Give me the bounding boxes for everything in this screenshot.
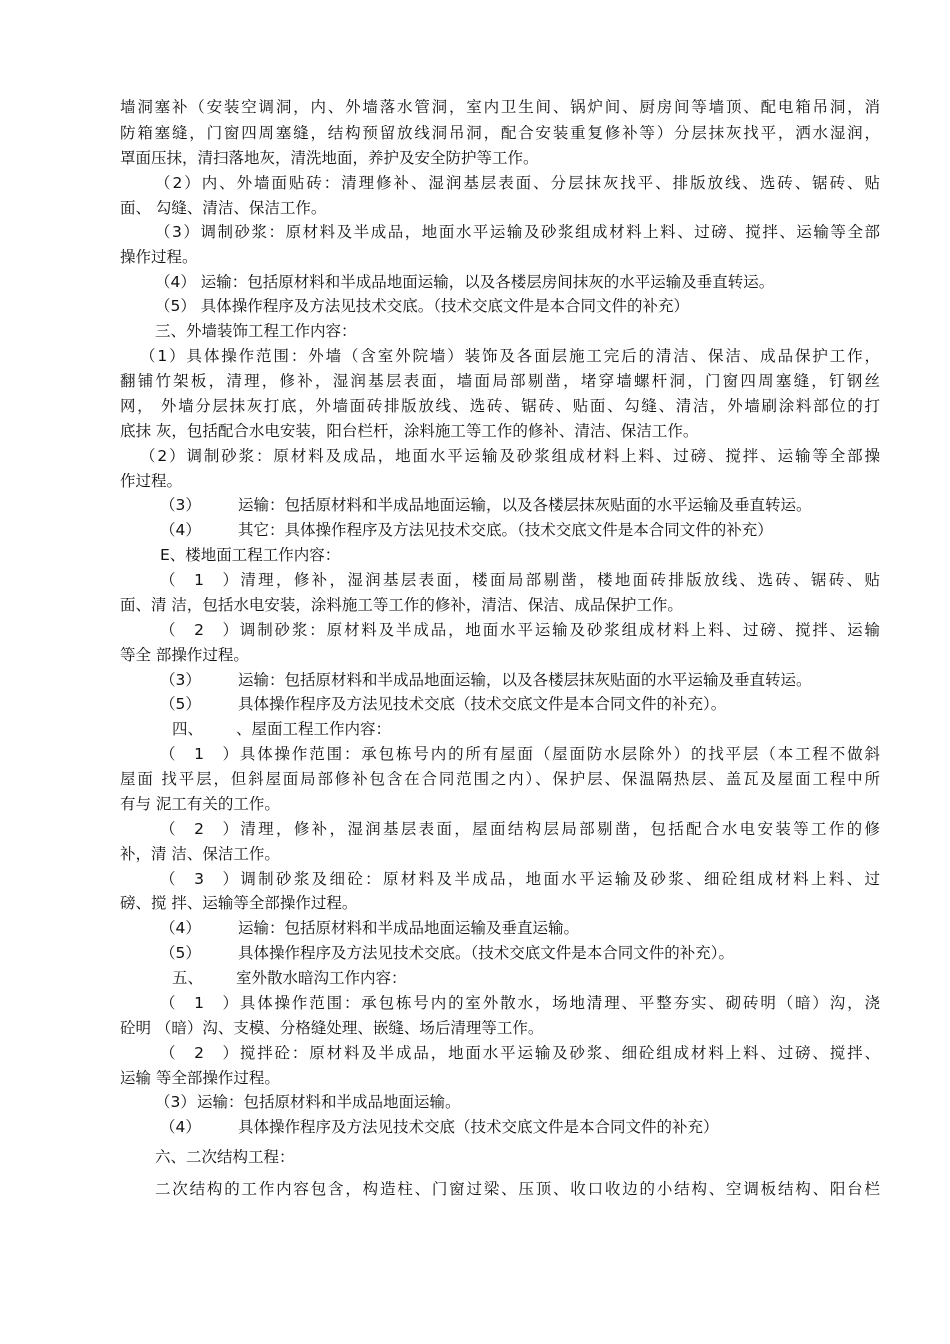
item-number: （3） [160,496,201,514]
paragraph-line: 面、 勾缝、清洁、保洁工作。 [120,199,327,217]
paragraph-line: 有与 泥工有关的工作。 [120,795,280,813]
section-heading: 四、 、屋面工程工作内容： [172,720,392,738]
paragraph-line: 补，清 洁、保洁工作。 [120,845,280,863]
list-item-line: （2）调制砂浆：原材料及半成品，地面水平运输及砂浆组成材料上料、过磅、搅拌、运输 [160,621,880,639]
item-number: （2） [160,820,238,838]
item-number: （3） [155,1093,196,1111]
item-number: （5） [160,944,201,962]
item-number: （1） [160,745,238,763]
item-number: （3） [160,671,201,689]
list-item-line: （1）具体操作范围：外墙（含室外院墙）装饰及各面层施工完后的清洁、保洁、成品保护工作， [140,347,880,365]
list-item-line: （3）调制砂浆及细砼：原材料及半成品，地面水平运输及砂浆、细砼组成材料上料、过 [160,870,880,888]
list-item-line: （4） 运输：包括原材料和半成品地面运输，以及各楼层房间抹灰的水平运输及垂直转运。 [155,273,775,291]
list-item-line: （3）调制砂浆：原材料及半成品，地面水平运输及砂浆组成材料上料、过磅、搅拌、运输等全部 [155,223,880,241]
paragraph-line: 作过程。 [120,472,183,490]
item-number: （2） [160,1044,238,1062]
list-item-line: （4） 具体操作程序及方法见技术交底（技术交底文件是本合同文件的补充） [160,1118,719,1136]
list-item-line: （2）调制砂浆：原材料及成品，地面水平运输及砂浆组成材料上料、过磅、搅拌、运输等全部操 [140,447,880,465]
section-heading: 六、二次结构工程： [155,1148,295,1166]
item-number: （4） [160,919,201,937]
paragraph-line: 墙洞塞补（安装空调洞，内、外墙落水管洞，室内卫生间、锅炉间、厨房间等墙顶、配电箱吊洞，消 [120,98,880,116]
list-item-line: （5） 具体操作程序及方法见技术交底（技术交底文件是本合同文件的补充）。 [160,695,727,713]
list-item-line: （4） 其它：具体操作程序及方法见技术交底。（技术交底文件是本合同文件的补充） [160,521,773,539]
list-item-line: （4） 运输：包括原材料和半成品地面运输及垂直运输。 [160,919,580,937]
item-number: （2） [160,621,238,639]
section-heading: 五、 室外散水暗沟工作内容： [172,969,407,987]
item-number: （5） [160,695,201,713]
paragraph-line: 底抹 灰，包括配合水电安装，阳台栏杆，涂料施工等工作的修补、清洁、保洁工作。 [120,422,699,440]
list-item-line: （2）内、外墙面贴砖：清理修补、湿润基层表面、分层抹灰找平、排版放线、选砖、锯砖、贴 [155,174,880,192]
list-item-line: （3） 运输：包括原材料和半成品地面运输，以及各楼层抹灰贴面的水平运输及垂直转运。 [160,671,812,689]
item-number: （1） [160,994,238,1012]
list-item-line: （5） 具体操作程序及方法见技术交底。（技术交底文件是本合同文件的补充）。 [160,944,735,962]
section-heading: 三、外墙装饰工程工作内容： [155,322,357,340]
section-number: 四、 [172,720,204,738]
item-number: （3） [160,870,238,888]
paragraph-line: 操作过程。 [120,248,198,266]
section-heading: E、楼地面工程工作内容： [160,546,341,564]
paragraph-line: 砼明 （暗）沟、支模、分格缝处理、嵌缝、场后清理等工作。 [120,1019,544,1037]
paragraph-line: 翻铺竹架板，清理，修补，湿润基层表面，墙面局部剔凿，堵穿墙螺杆洞，门窗四周塞缝，钉钢丝 [120,372,880,390]
list-item-line: （2）搅拌砼：原材料及半成品，地面水平运输及砂浆、细砼组成材料上料、过磅、搅拌、 [160,1044,880,1062]
list-item-line: （1）具体操作范围：承包栋号内的室外散水，场地清理、平整夯实、砌砖明（暗）沟，浇 [160,994,880,1012]
list-item-line: （2）清理，修补，湿润基层表面，屋面结构层局部剔凿，包括配合水电安装等工作的修 [160,820,880,838]
list-item-line: （1）具体操作范围：承包栋号内的所有屋面（屋面防水层除外）的找平层（本工程不做斜 [160,745,880,763]
item-number: （4） [160,521,201,539]
item-number: （4） [160,1118,201,1136]
paragraph-line: 罩面压抹，清扫落地灰，清洗地面，养护及安全防护等工作。 [120,149,539,167]
section-number: 五、 [172,969,204,987]
list-item-line: （1）清理，修补，湿润基层表面，楼面局部剔凿，楼地面砖排版放线、选砖、锯砖、贴 [160,571,880,589]
list-item-line: （3） 运输：包括原材料和半成品地面运输，以及各楼层抹灰贴面的水平运输及垂直转运。 [160,496,812,514]
paragraph-line: 面、清 洁，包括水电安装，涂料施工等工作的修补，清洁、保洁、成品保护工作。 [120,596,683,614]
list-item-line: （3）运输：包括原材料和半成品地面运输。 [155,1093,461,1111]
paragraph-line: 二次结构的工作内容包含，构造柱、门窗过梁、压顶、收口收边的小结构、空调板结构、阳台栏 [155,1180,880,1198]
paragraph-line: 等全 部操作过程。 [120,646,249,664]
paragraph-line: 运输 等全部操作过程。 [120,1069,280,1087]
list-item-line: （5） 具体操作程序及方法见技术交底。（技术交底文件是本合同文件的补充） [155,297,690,315]
paragraph-line: 网， 外墙分层抹灰打底，外墙面砖排版放线、选砖、锯砖、贴面、勾缝、清洁，外墙刷涂料部位的打 [120,397,880,415]
paragraph-line: 磅、搅 拌、运输等全部操作过程。 [120,894,358,912]
item-number: （1） [160,571,238,589]
paragraph-line: 防箱塞缝，门窗四周塞缝，结构预留放线洞吊洞，配合安装重复修补等）分层抹灰找平，洒水湿润， [120,124,880,142]
paragraph-line: 屋面 找平层，但斜屋面局部修补包含在合同范围之内）、保护层、保温隔热层、盖瓦及屋面工程中所 [120,770,880,788]
